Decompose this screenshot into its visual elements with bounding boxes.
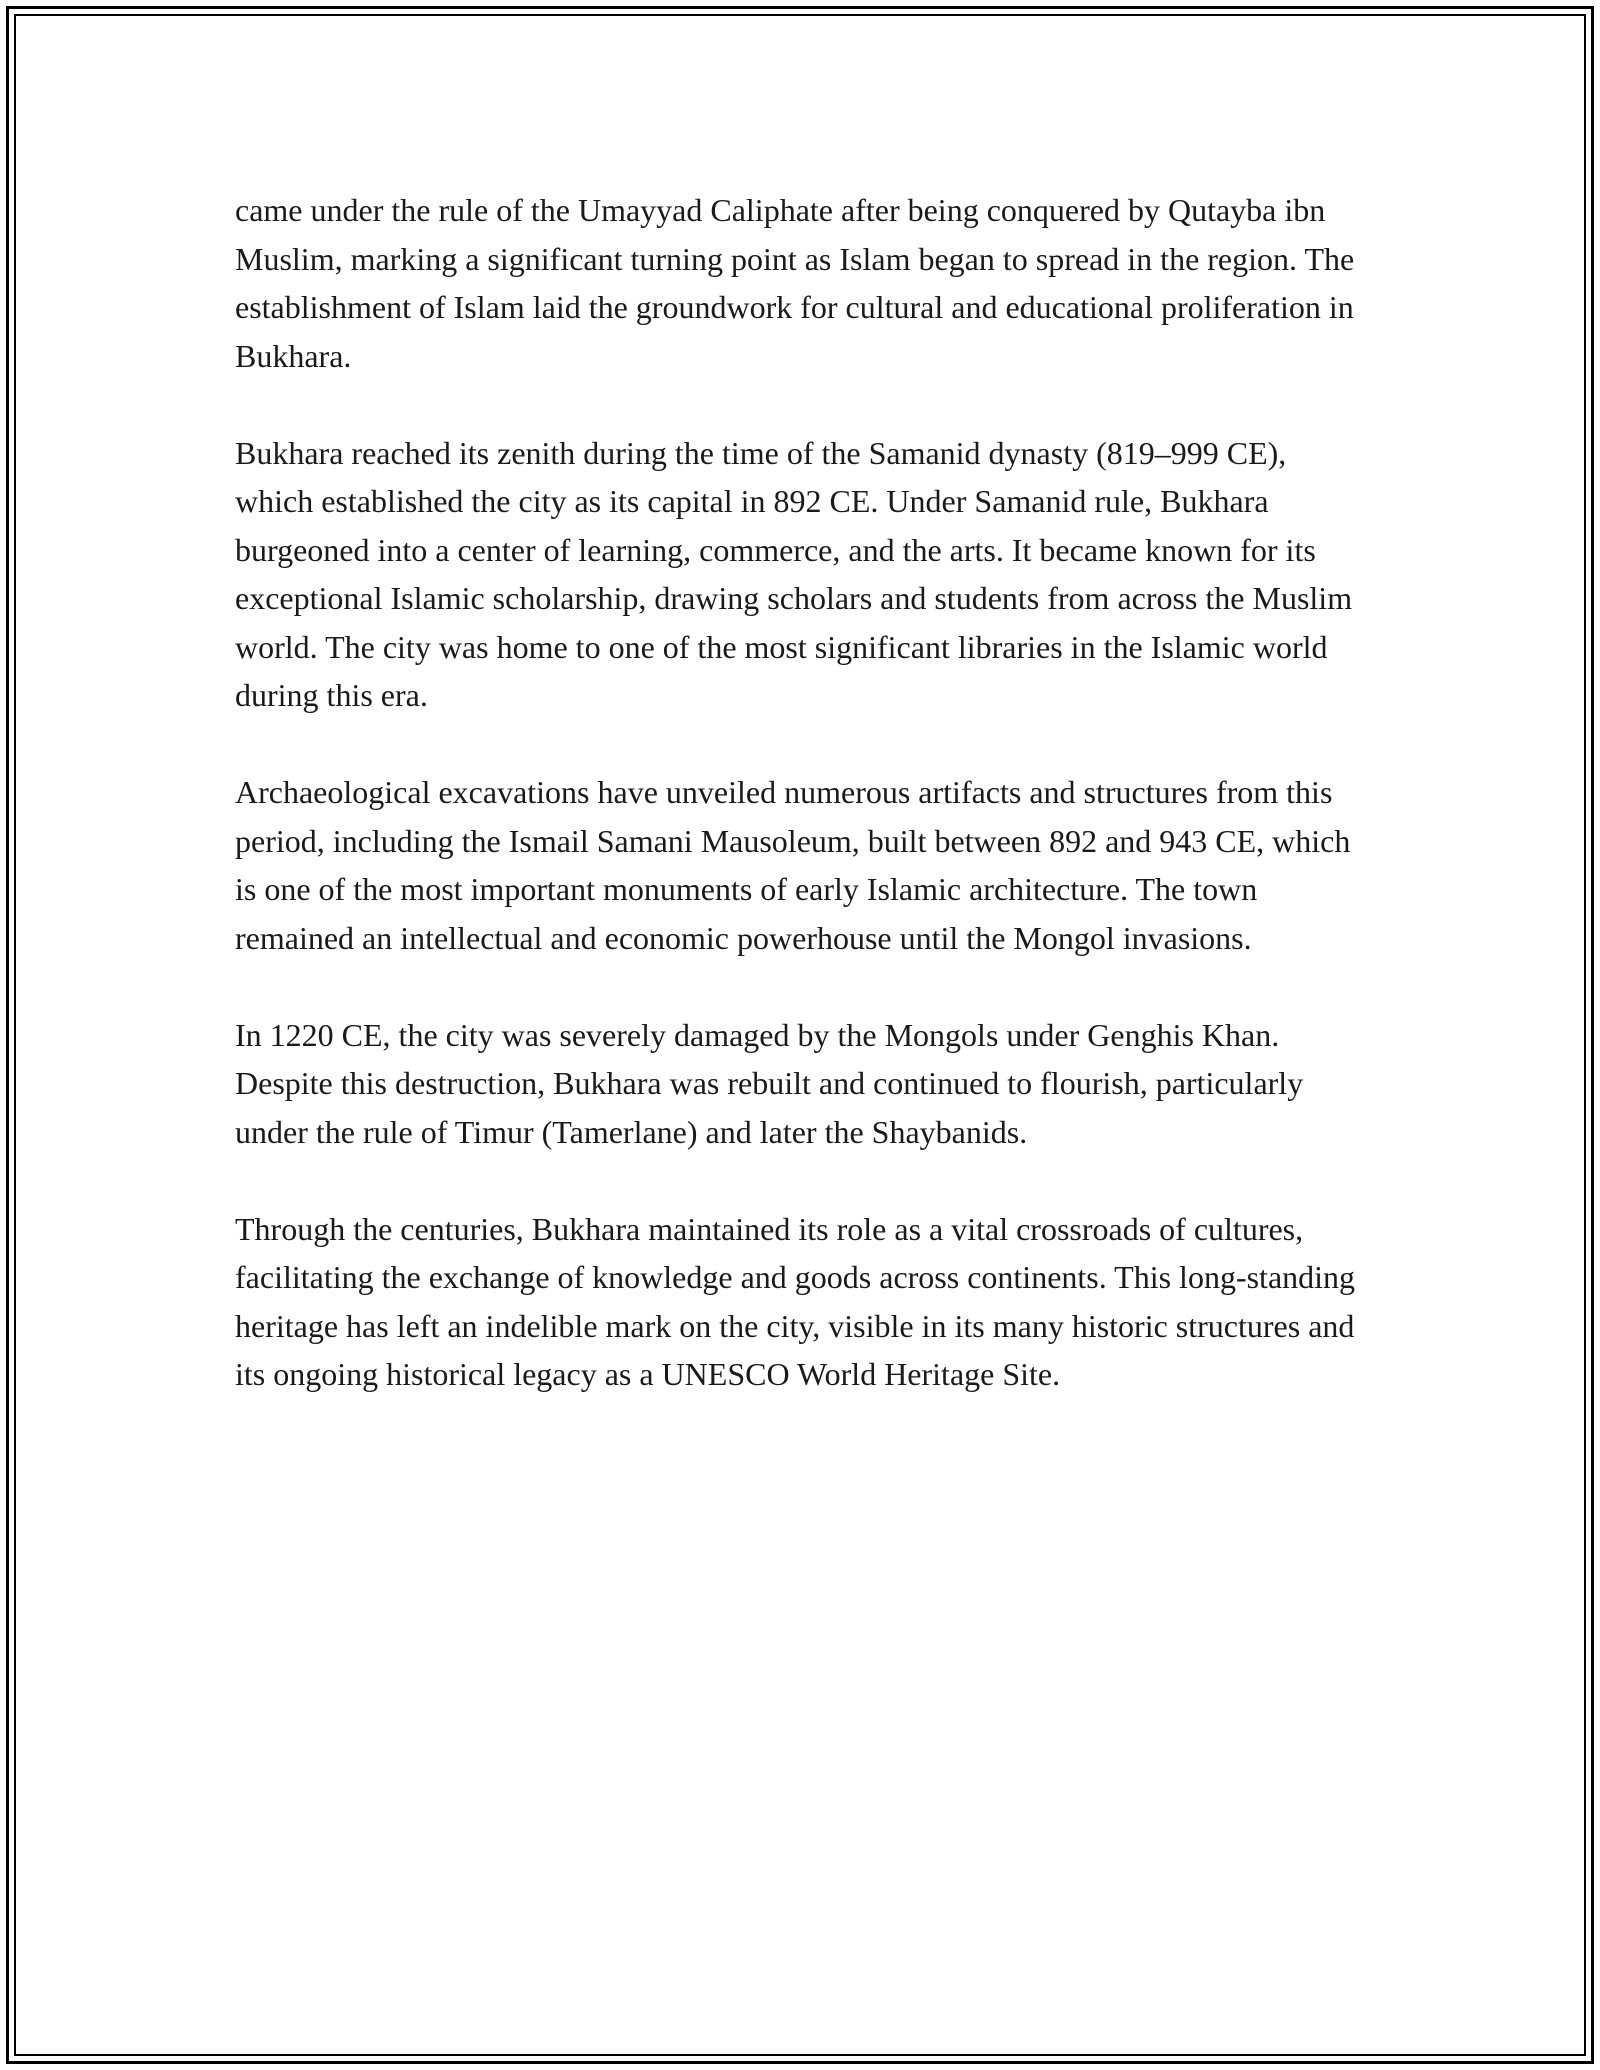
paragraph-crossroads: Through the centuries, Bukhara maintained its role as a vital crossroads of cultures, facilitating the exchange of knowledge and goods across continents. This long-standing heritage has left an indelible mark on the city, visible in its many historic structures and its ongoing historical legacy as a UNESCO World Heritage Site. [235, 1210, 1356, 1392]
paragraph-mongols: In 1220 CE, the city was severely damaged by the Mongols under Genghis Khan. Despite this destruction, Bukhara was rebuilt and continued to flourish, particularly under the rule of Timur (Tamerlane) and later the Shaybanids. [235, 1016, 1304, 1150]
paragraph-samanid: Bukhara reached its zenith during the time of the Samanid dynasty (819–999 CE), which established the city as its capital in 892 CE. Under Samanid rule, Bukhara burgeoned into a center of learning, commerce, and the arts. It became known for its exceptional Islamic scholarship, drawing scholars and students from across the Muslim world. The city was home to one of the most significant libraries in the Islamic world during this era. [235, 434, 1353, 713]
paragraph-archaeology: Archaeological excavations have unveiled numerous artifacts and structures from this period, including the Ismail Samani Mausoleum, built between 892 and 943 CE, which is one of the most important monuments of early Islamic architecture. The town remained an intellectual and economic powerhouse until the Mongol invasions. [235, 774, 1351, 956]
paragraph-umayyad: came under the rule of the Umayyad Caliphate after being conquered by Qutayba ibn Muslim, marking a significant turning point as Islam began to spread in the region. The establishment of Islam laid the groundwork for cultural and educational proliferation in Bukhara. [235, 192, 1355, 374]
document-body [235, 186, 1370, 1447]
